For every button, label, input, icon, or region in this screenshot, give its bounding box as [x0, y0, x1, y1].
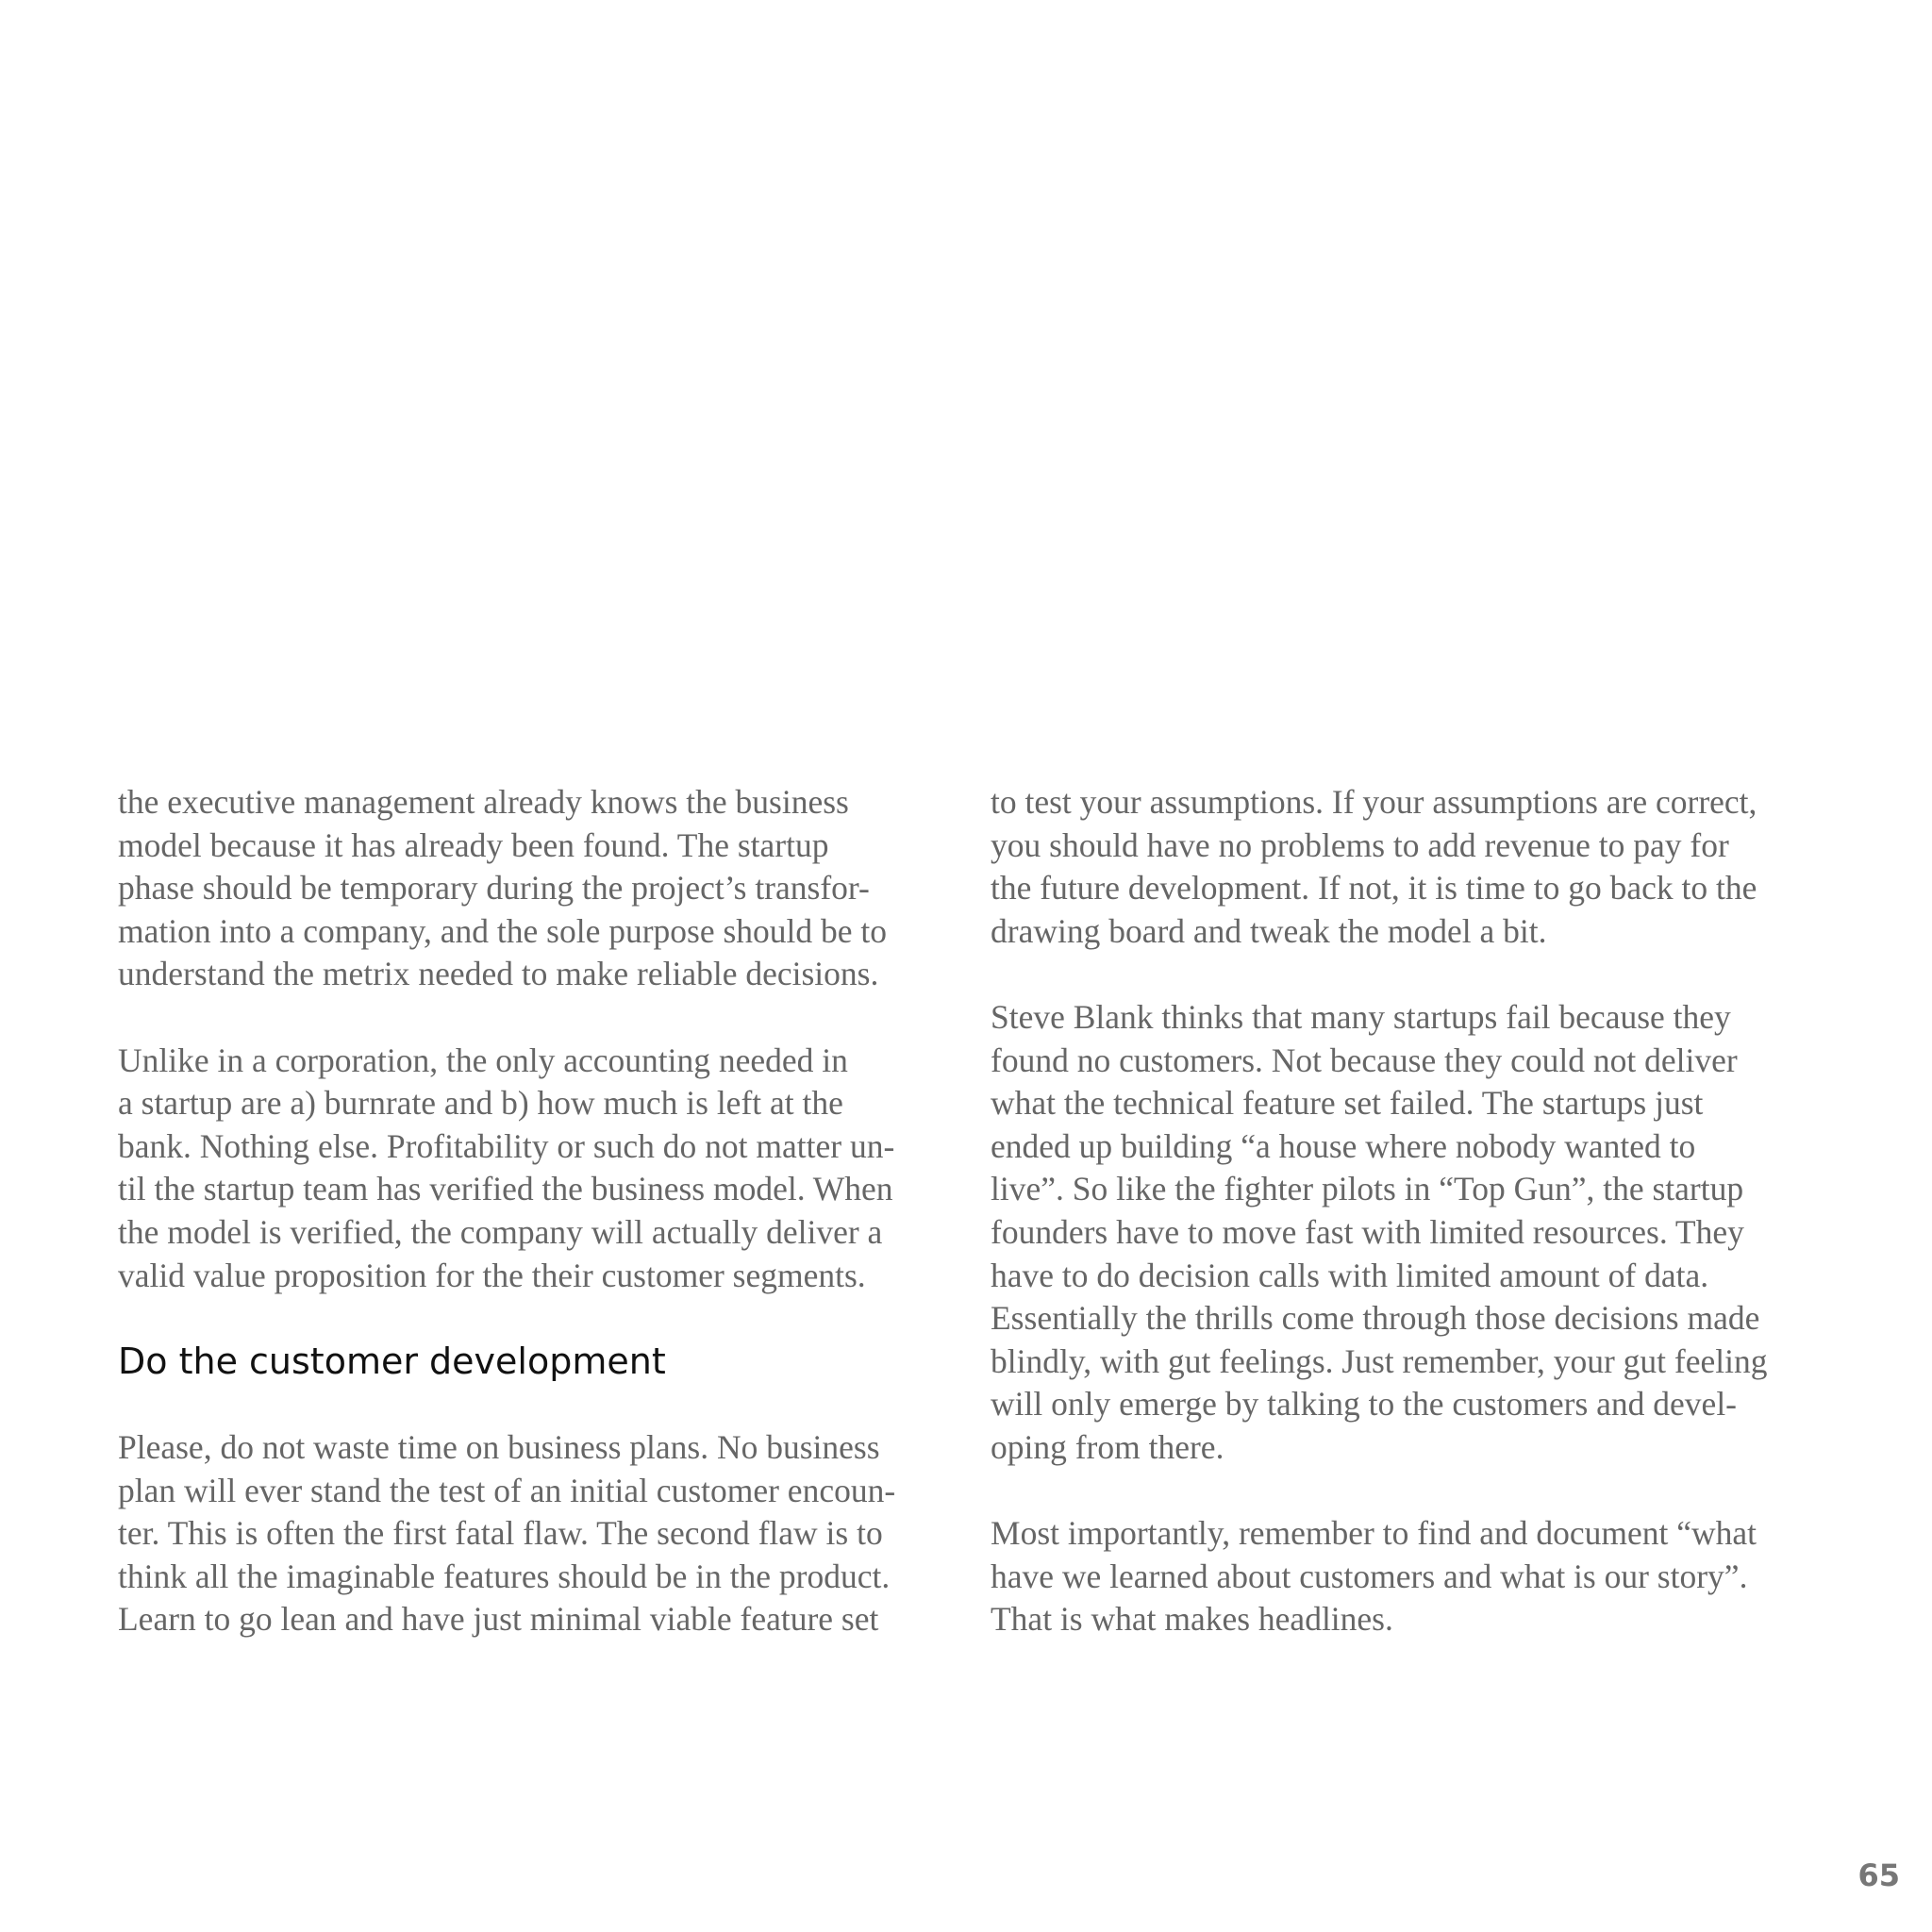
text-line: drawing board and tweak the model a bit. — [991, 911, 1547, 950]
text-line: found no customers. Not because they could not deliver — [991, 1041, 1738, 1079]
text-line: Most importantly, remember to find and document “what — [991, 1514, 1757, 1553]
text-line: the executive management already knows the business — [118, 783, 849, 821]
right-column — [991, 781, 1840, 1641]
paragraph-gap — [991, 1470, 1840, 1513]
paragraph-gap — [118, 996, 967, 1040]
text-line: plan will ever stand the test of an initial customer encoun- — [118, 1471, 896, 1509]
text-line: founders have to move fast with limited resources. They — [991, 1212, 1744, 1251]
paragraph-gap — [118, 1297, 967, 1341]
text-line: you should have no problems to add revenue to pay for — [991, 825, 1729, 864]
text-line: valid value proposition for the their customer segments. — [118, 1256, 866, 1294]
text-line: oping from there. — [991, 1427, 1224, 1466]
text-line: That is what makes headlines. — [991, 1600, 1393, 1639]
paragraph — [118, 781, 967, 996]
section-heading: Do the customer development — [118, 1340, 666, 1382]
text-line: think all the imaginable features should be in the product. — [118, 1557, 891, 1595]
text-line: blindly, with gut feelings. Just remember, your gut feeling — [991, 1341, 1768, 1380]
paragraph — [991, 781, 1840, 953]
text-line: have to do decision calls with limited amount of data. — [991, 1256, 1709, 1294]
paragraph-gap — [991, 953, 1840, 996]
text-line: ended up building “a house where nobody wanted to — [991, 1126, 1696, 1165]
text-line: the model is verified, the company will actually deliver a — [118, 1212, 883, 1251]
text-line: mation into a company, and the sole purpose should be to — [118, 911, 888, 950]
text-line: to test your assumptions. If your assumptions are correct, — [991, 783, 1757, 821]
text-line: phase should be temporary during the project’s transfor- — [118, 869, 870, 908]
paragraph — [118, 1426, 967, 1641]
text-line: have we learned about customers and what is our story”. — [991, 1557, 1748, 1595]
text-line: Steve Blank thinks that many startups fail because they — [991, 997, 1731, 1036]
text-line: Unlike in a corporation, the only accounting needed in — [118, 1041, 848, 1079]
left-column — [118, 781, 967, 1641]
text-line: til the startup team has verified the business model. When — [118, 1170, 893, 1208]
page-number: 65 — [1857, 1857, 1900, 1893]
text-line: will only emerge by talking to the customers and devel- — [991, 1385, 1738, 1424]
text-line: Essentially the thrills come through those decisions made — [991, 1299, 1760, 1338]
section-heading-block — [118, 1341, 967, 1426]
text-line: Learn to go lean and have just minimal viable feature set — [118, 1600, 879, 1639]
text-line: understand the metrix needed to make reliable decisions. — [118, 955, 879, 993]
paragraph — [118, 1040, 967, 1298]
text-line: bank. Nothing else. Profitability or such do not matter un- — [118, 1126, 895, 1165]
text-line: model because it has already been found. The startup — [118, 825, 829, 864]
text-line: the future development. If not, it is time to go back to the — [991, 869, 1757, 908]
text-line: live”. So like the fighter pilots in “Top Gun”, the startup — [991, 1170, 1744, 1208]
text-line: a startup are a) burnrate and b) how much is left at the — [118, 1084, 843, 1123]
paragraph — [991, 1512, 1840, 1641]
text-line: ter. This is often the first fatal flaw. The second flaw is to — [118, 1514, 883, 1553]
paragraph — [991, 996, 1840, 1470]
text-line: what the technical feature set failed. The startups just — [991, 1084, 1704, 1123]
text-line: Please, do not waste time on business plans. No business — [118, 1427, 880, 1466]
